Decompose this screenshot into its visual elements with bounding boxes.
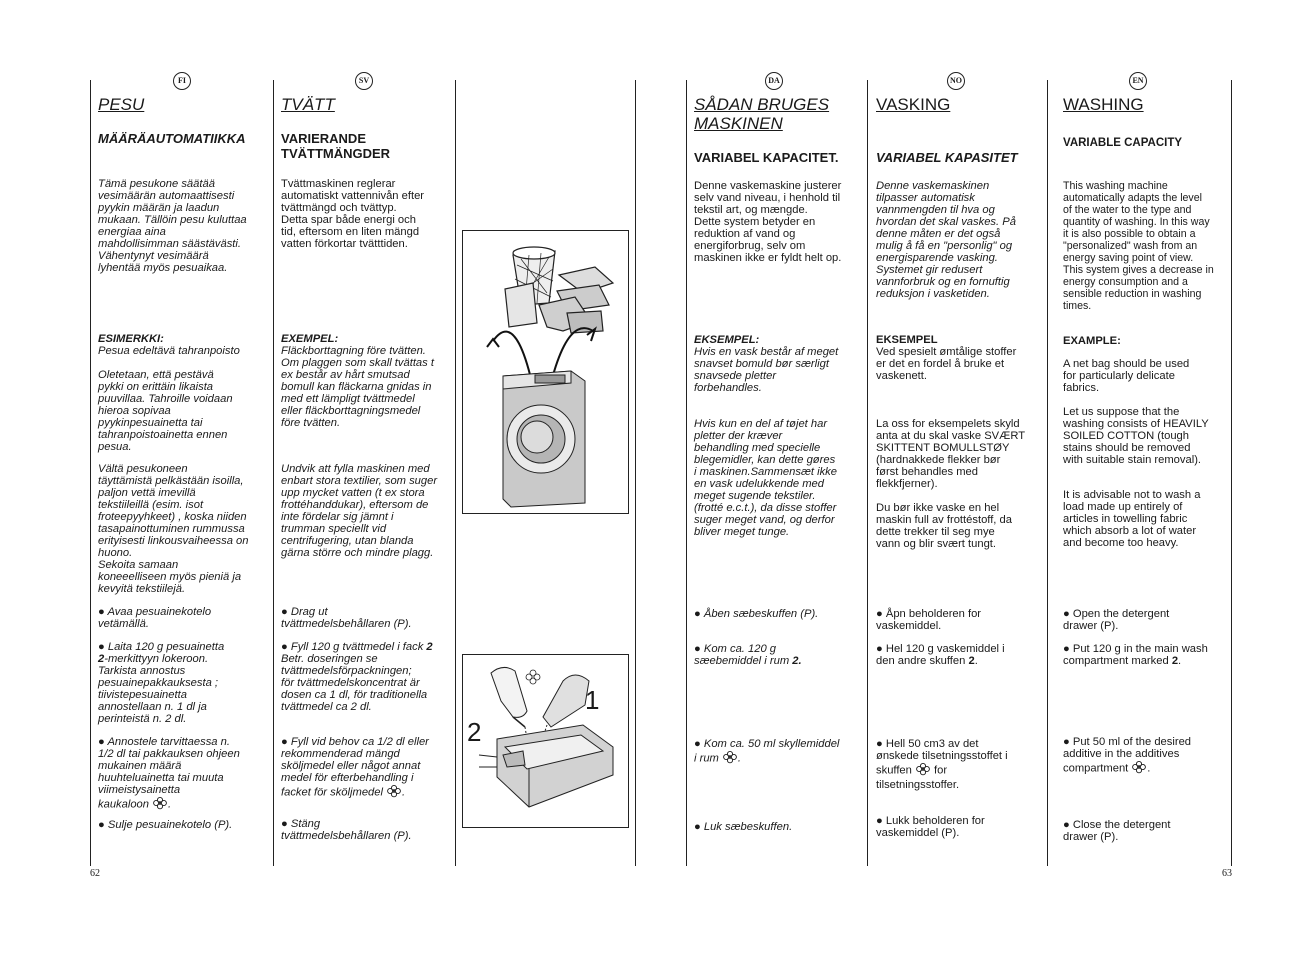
example-text-no: Ved spesielt ømtålige stoffer er det en fordel å bruke et vaskenett. [876, 346, 1017, 382]
section-subtitle-sv: VARIERANDE TVÄTTMÄNGDER [281, 131, 391, 161]
warning-text-no: La oss for eksempelets skyld anta at du skal vaske SVÆRT SKITTENT BOMULLSTØY (hardnakkede flekker bør først behandles med flekkfjerner). Du bør ikke vaske en hel maskin full av frottéstoff, da dette trekker til seg mye vann og blir svært tungt. [876, 418, 1026, 550]
language-badge-da: DA [765, 72, 783, 90]
divider-7 [1047, 80, 1048, 866]
intro-text-no: Denne vaskemaskinen tilpasser automatisk vannmengden til hva og hvordan det skal vaskes. På denne måten er det også mulig å få en "personlig" og energisparende vasking. Systemet gir redusert vannforbruk og en fornuftig reduksjon i vasketiden. [876, 180, 1016, 300]
flower-icon [915, 762, 931, 779]
laundry-washing-machine-drawing [463, 231, 628, 513]
figure-label-1: 1 [585, 685, 600, 715]
intro-text-da: Denne vaskemaskine justerer selv vand niveau, i henhold til tekstil art, og mængde. Dette system betyder en reduktion af vand og energiforbrug, selv om maskinen ikke er fyldt helt op. [694, 180, 842, 264]
step-detergent-da: ● Kom ca. 120 g sæebemiddel i rum 2. [694, 643, 802, 667]
page-number-left: 62 [90, 868, 100, 879]
flower-icon [1131, 760, 1147, 777]
step-close-drawer-no: ● Lukk beholderen for vaskemiddel (P). [876, 815, 985, 839]
warning-text-da: Hvis kun en del af tøjet har pletter der kræver behandling med specielle blegemidler, kan dette gøres i maskinen.Sammensæt ikke en vask udelukkende med meget sugende tekstiler. (frotté e.c.t.), da disse stoffer suger meget vand, og derfor bliver meget tunge. [694, 418, 838, 538]
section-subtitle-en: VARIABLE CAPACITY [1063, 137, 1183, 149]
warning-text-fi: Vältä pesukoneen täyttämistä pelkästään isoilla, paljon vettä imevillä tekstiileillä (esim. isot froteepyyhkeet) , koska niiden tasapainottuminen rummussa erityisesti linkousvaiheessa on huono. Sekoita samaan koneeelliseen myös pieniä ja kevyitä tekstiilejä. [98, 463, 249, 595]
example-label-fi: ESIMERKKI: [98, 333, 164, 345]
step-open-drawer-fi: ● Avaa pesuainekotelo vetämällä. [98, 606, 212, 630]
section-title-en: WASHING [1063, 95, 1144, 114]
language-badge-en: EN [1129, 72, 1147, 90]
section-subtitle-no: VARIABEL KAPASITET [876, 150, 1018, 165]
section-title-da: SÅDAN BRUGES MASKINEN [694, 95, 830, 133]
detergent-drawer-illustration [462, 654, 629, 828]
section-subtitle-fi: MÄÄRÄAUTOMATIIKKA [98, 131, 246, 146]
step-close-drawer-en: ● Close the detergent drawer (P). [1063, 819, 1171, 843]
step-detergent-en: ● Put 120 g in the main wash compartment marked 2. [1063, 643, 1208, 667]
section-title-fi: PESU [98, 95, 145, 114]
example-label-da: EKSEMPEL: [694, 334, 760, 346]
flower-icon [386, 784, 402, 801]
step-open-drawer-sv: ● Drag ut tvättmedelsbehållaren (P). [281, 606, 412, 630]
intro-text-en: This washing machine automatically adapts the level of the water to the type and quantity of washing. In this way it is also possible to obtain a "personalized" wash from an energy saving point of view. This system gives a decrease in energy consumption and a sensible reduction in washing times. [1063, 180, 1214, 312]
language-badge-sv: SV [355, 72, 373, 90]
example-text-sv: Fläckborttagning före tvätten. Om plaggen som skall tvättas t ex består av hårt smutsad bomull kan fläckarna gnidas in med ett lämpligt tvättmedel eller fläckborttagningsmedel före tvätten. [281, 345, 434, 429]
divider-1 [90, 80, 91, 866]
section-title-no: VASKING [876, 95, 951, 114]
flower-icon [722, 750, 738, 767]
step-close-drawer-da: ● Luk sæbeskuffen. [694, 821, 793, 833]
step-additive-da: ● Kom ca. 50 ml skyllemiddel i rum . [694, 738, 866, 767]
example-label-sv: EXEMPEL: [281, 333, 339, 345]
step-detergent-no: ● Hel 120 g vaskemiddel i den andre skuffen 2. [876, 643, 1005, 667]
intro-text-fi: Tämä pesukone säätää vesimäärän automaattisesti pyykin määrän ja laadun mukaan. Tällöin pesu kuluttaa energiaa aina mahdollisimman säästävästi. Vähentynyt vesimäärä lyhentää myös pesuaikaa. [98, 178, 247, 274]
divider-4 [635, 80, 636, 866]
step-additive-en: ● Put 50 ml of the desired additive in the additives compartment . [1063, 736, 1229, 777]
language-badge-no: NO [947, 72, 965, 90]
detergent-drawer-drawing [463, 655, 628, 827]
divider-8 [1231, 80, 1232, 866]
step-open-drawer-da: ● Åben sæbeskuffen (P). [694, 608, 819, 620]
divider-3 [455, 80, 456, 866]
step-detergent-sv: ● Fyll 120 g tvättmedel i fack 2 Betr. doseringen se tvättmedelsförpackningen; för tvättmedelskoncentrat är dosen ca 1 dl, för traditionella tvättmedel ca 2 dl. [281, 641, 433, 713]
step-close-drawer-sv: ● Stäng tvättmedelsbehållaren (P). [281, 818, 412, 842]
step-additive-sv: ● Fyll vid behov ca 1/2 dl eller rekommenderad mängd sköljmedel eller något annat medel för efterbehandling i facket för sköljmedel . [281, 736, 453, 801]
page-number-right: 63 [1222, 868, 1232, 879]
step-additive-fi: ● Annostele tarvittaessa n. 1/2 dl tai pakkauksen ohjeen mukainen määrä huuhteluainetta tai muuta viimeistysainetta kaukaloon . [98, 736, 270, 813]
divider-2 [273, 80, 274, 866]
warning-text-sv: Undvik att fylla maskinen med enbart stora textilier, som suger upp mycket vatten (t ex stora frottéhanddukar), eftersom de inte fördelar sig jämnt i trumman speciellt vid centrifugering, utan blanda gärna större och mindre plagg. [281, 463, 438, 559]
step-open-drawer-no: ● Åpn beholderen for vaskemiddel. [876, 608, 982, 632]
example-label-no: EKSEMPEL [876, 334, 938, 346]
example-label-en: EXAMPLE: [1063, 335, 1121, 347]
step-detergent-fi: ● Laita 120 g pesuainetta 2-merkittyyn lokeroon. Tarkista annostus pesuainepakkauksesta ; tiivistepesuainetta annostellaan n. 1 dl ja perinteistä n. 2 dl. [98, 641, 225, 725]
divider-6 [867, 80, 868, 866]
flower-icon [152, 796, 168, 813]
intro-text-sv: Tvättmaskinen reglerar automatiskt vattennivån efter tvättmängd och tvättyp. Detta spar både energi och tid, eftersom en liten mängd vatten förkortar tvätttiden. [281, 178, 425, 250]
step-open-drawer-en: ● Open the detergent drawer (P). [1063, 608, 1170, 632]
laundry-illustration [462, 230, 629, 514]
section-subtitle-da: VARIABEL KAPACITET. [694, 150, 839, 165]
example-text-da: Hvis en vask består af meget snavset bomuld bør særligt snavsede pletter forbehandles. [694, 346, 839, 394]
section-title-sv: TVÄTT [281, 95, 335, 114]
language-badge-fi: FI [173, 72, 191, 90]
example-text-fi: Pesua edeltävä tahranpoisto Oletetaan, että pestävä pykki on erittäin likaista puuvillaa. Tahroille voidaan hieroa sopivaa pyykinpesuainetta tai tahranpoistoainetta ennen pesua. [98, 345, 240, 453]
step-additive-no: ● Hell 50 cm3 av det ønskede tilsetningsstoffet i skuffen for tilsetningsstoffer. [876, 738, 1008, 791]
step-close-drawer-fi: ● Sulje pesuainekotelo (P). [98, 819, 233, 831]
figure-label-2: 2 [467, 717, 482, 747]
warning-text-en: It is advisable not to wash a load made up entirely of articles in towelling fabric which absorb a lot of water and become too heavy. [1063, 489, 1201, 549]
example-text-en: A net bag should be used for particularly delicate fabrics. Let us suppose that the washing consists of HEAVILY SOILED COTTON (tough stains should be removed with suitable stain removal). [1063, 358, 1209, 466]
divider-5 [686, 80, 687, 866]
